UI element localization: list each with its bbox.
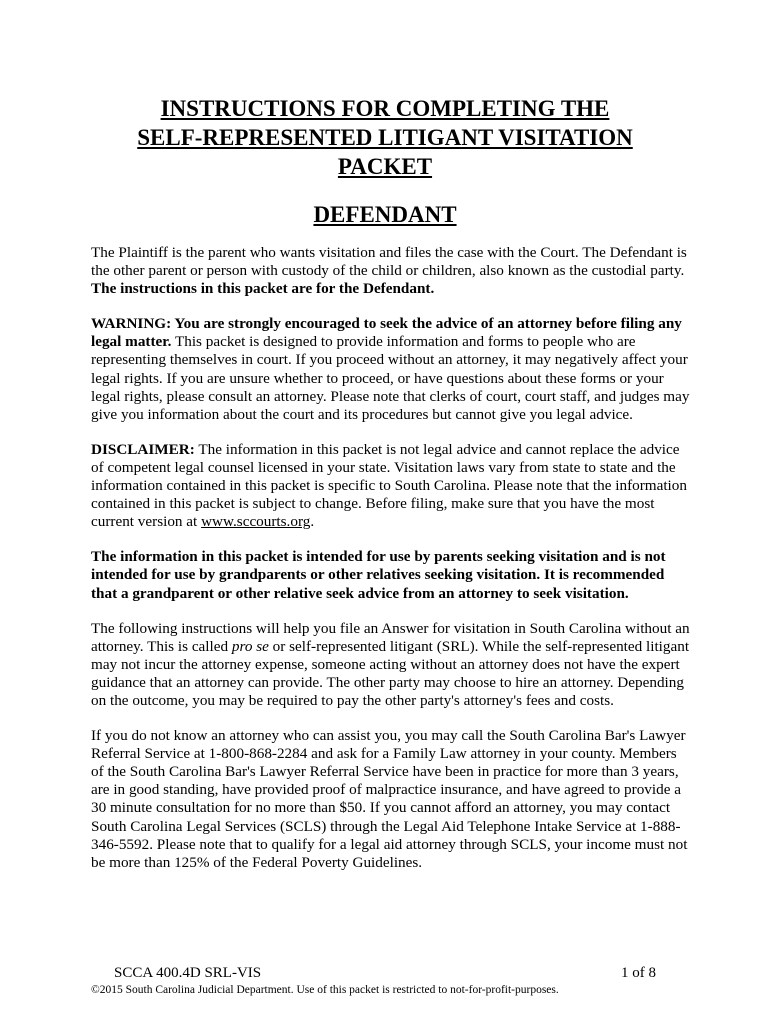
footer-copyright: ©2015 South Carolina Judicial Department. Use of this packet is restricted to not-for-profit-purposes.	[91, 984, 559, 996]
sccourts-link[interactable]: www.sccourts.org	[201, 513, 311, 531]
document-body	[91, 244, 691, 889]
paragraph-parties-bold: The instructions in this packet are for the Defendant.	[91, 280, 435, 298]
warning-text: This packet is designed to provide information and forms to people who are representing themselves in court. If you proceed without an attorney, it may negatively affect your legal rights. If you are unsure whether to proceed, or have questions about these forms or your legal rights, please consult an attorney. Please note that clerks of court, court staff, and judges may give you information about the court and its procedures but cannot give you legal advice.	[91, 333, 690, 423]
paragraph-referral: If you do not know an attorney who can assist you, you may call the South Carolina Bar's Lawyer Referral Service at 1-800-868-2284 and ask for a Family Law attorney in your county. Members of the South Carolina Bar's Lawyer Referral Service have been in practice for more than 3 years, are in good standing, have provided proof of malpractice insurance, and have agreed to provide a 30 minute consultation for no more than $50. If you cannot afford an attorney, you may contact South Carolina Legal Services (SCLS) through the Legal Aid Telephone Intake Service at 1-888-346-5592. Please note that to qualify for a legal aid attorney through SCLS, your income must not be more than 125% of the Federal Poverty Guidelines.	[91, 727, 688, 871]
paragraph-disclaimer	[91, 441, 691, 531]
title-line-2: SELF-REPRESENTED LITIGANT VISITATION	[137, 125, 633, 150]
document-subtitle: DEFENDANT	[313, 202, 457, 227]
document-title	[90, 94, 680, 181]
paragraph-parties-text: The Plaintiff is the parent who wants visitation and files the case with the Court. The Defendant is the other parent or person with custody of the child or children, also known as the custodial party.	[91, 244, 687, 280]
footer-page-number: 1 of 8	[621, 965, 656, 981]
disclaimer-end: .	[310, 513, 315, 531]
title-line-3: PACKET	[337, 154, 433, 179]
pro-se-italic: pro se	[231, 637, 269, 655]
paragraph-warning	[91, 315, 691, 424]
warning-bold: WARNING: You are strongly encouraged to seek the advice of an attorney before filing any legal matter.	[91, 315, 682, 351]
paragraph-pro-se	[91, 620, 691, 710]
disclaimer-label: DISCLAIMER:	[91, 440, 195, 458]
disclaimer-text: The information in this packet is not legal advice and cannot replace the advice of competent legal counsel licensed in your state. Visitation laws vary from state to state and the information contained in this packet is specific to South Carolina. Please note that the information contained in this packet is subject to change. Before filing, make sure that you have the most current version at	[91, 440, 687, 531]
footer-form-code: SCCA 400.4D SRL-VIS	[114, 965, 262, 981]
pro-se-text-b: or self-represented litigant (SRL). While the self-represented litigant may not incur the attorney expense, someone acting without an attorney does not have the expert guidance that an attorney can provide. The other party may choose to hire an attorney. Depending on the outcome, you may be required to pay the other party's attorney's fees and costs.	[91, 637, 690, 709]
title-line-1: INSTRUCTIONS FOR COMPLETING THE	[160, 96, 610, 121]
paragraph-grandparents: The information in this packet is intended for use by parents seeking visitation and is not intended for use by grandparents or other relatives seeking visitation. It is recommended that a grandparent or other relative seek advice from an attorney to seek visitation.	[91, 548, 666, 602]
pro-se-text-a: The following instructions will help you file an Answer for visitation in South Carolina without an attorney. This is called	[91, 619, 690, 655]
paragraph-parties	[91, 244, 691, 298]
